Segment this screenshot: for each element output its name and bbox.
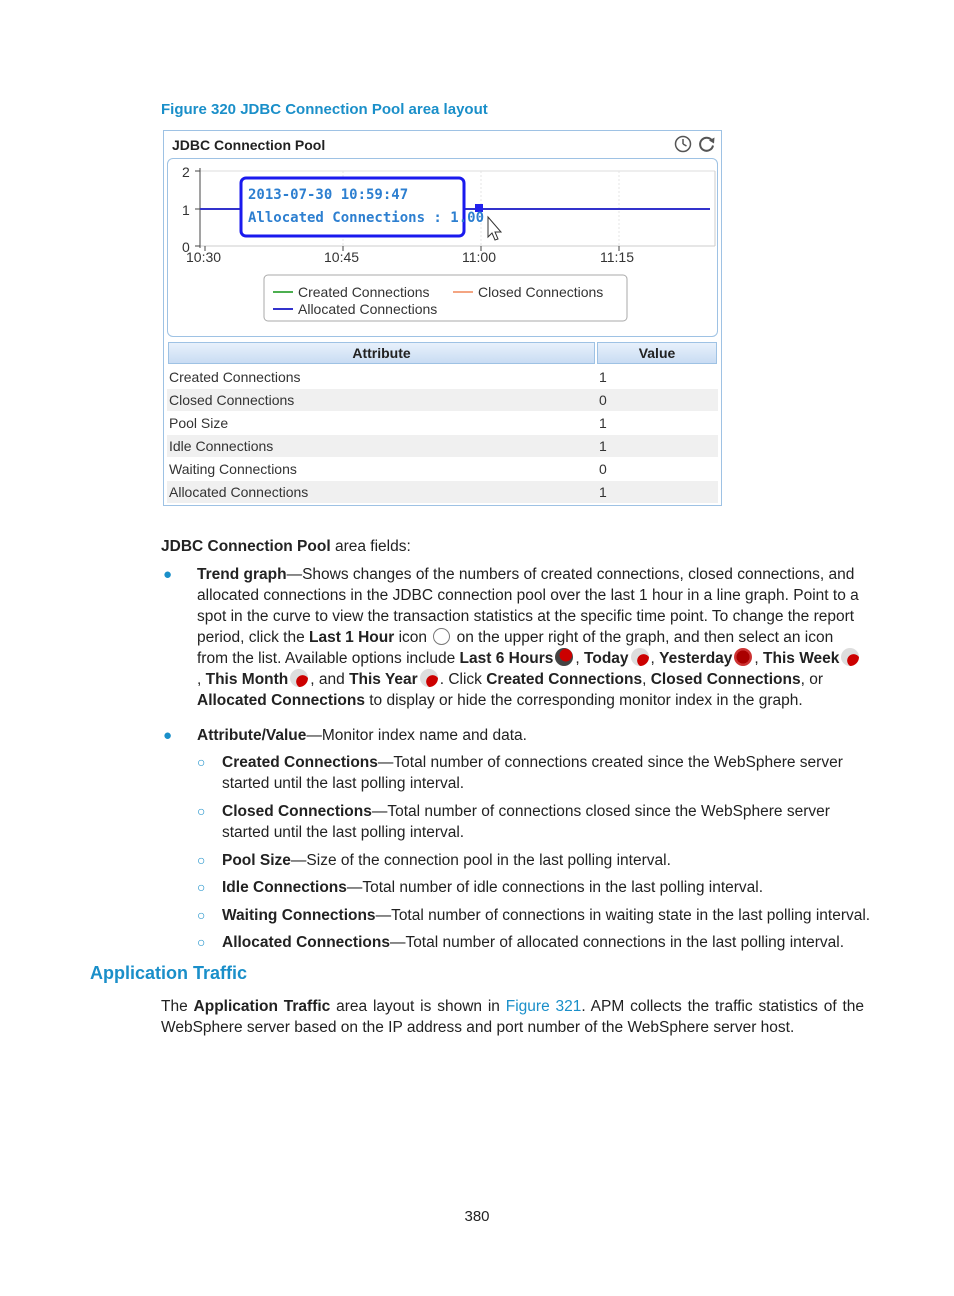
sub-bullet-icon: ○ xyxy=(197,803,206,819)
sub-item xyxy=(222,932,864,953)
fields-intro-bold: JDBC Connection Pool xyxy=(161,538,331,555)
p-mid: area layout is shown in xyxy=(330,998,506,1015)
sub-item-text: —Total number of connections created since the WebSphere server started until the last polling interval. xyxy=(222,754,843,792)
last-6-hours-icon xyxy=(555,648,573,666)
today-icon xyxy=(631,648,649,666)
yesterday-icon xyxy=(734,648,752,666)
row-value: 0 xyxy=(599,392,607,408)
legend-allocated-label: Allocated Connections xyxy=(298,301,438,317)
refresh-icon[interactable] xyxy=(698,135,716,153)
b1-thisweek: This Week xyxy=(763,650,840,667)
sub-item-text: —Total number of connections closed since the WebSphere server started until the last polling interval. xyxy=(222,803,830,841)
b1-bold: Trend graph xyxy=(197,566,287,583)
bullet-trend-graph: Trend graph—Shows changes of the numbers of created connections, closed connections, and allocated connections in the JDBC connection pool over the last 1 hour in a line graph. Point to a spot in the curve to view the transaction statistics at the specific time point. To change the report period, click the Last 1 Hour icon on the upper right of the graph, and then select an icon from the list. Available options include Last 6 Hours , Today , Yesterday , This Week, This Month , and This Year . Click Created Connections, Closed Connections, or Allocated Connections to display or hide the corresponding monitor index in the graph. xyxy=(197,566,859,709)
x-tick-label-0: 10:30 xyxy=(186,249,222,265)
b1-click: . Click xyxy=(439,671,487,688)
sub-bullet-icon: ○ xyxy=(197,934,206,950)
b1-yesterday: Yesterday xyxy=(659,650,733,667)
sub-bullet-icon: ○ xyxy=(197,907,206,923)
fields-intro xyxy=(161,536,411,557)
tooltip-time: 2013-07-30 10:59:47 xyxy=(248,187,409,203)
x-tick-label-3: 11:15 xyxy=(600,249,634,265)
sub-item xyxy=(222,801,864,843)
b1-text3: on the upper right of the graph, and then select an icon from the list. Available options include xyxy=(197,629,834,667)
row-value: 0 xyxy=(599,461,607,477)
this-month-icon xyxy=(290,669,308,687)
p-the: The xyxy=(161,998,194,1015)
b2-text: —Monitor index name and data. xyxy=(306,727,527,744)
sub-item-bold: Pool Size xyxy=(222,852,291,869)
sub-item-bold: Closed Connections xyxy=(222,803,372,820)
row-attribute: Waiting Connections xyxy=(169,461,297,477)
table-row xyxy=(167,458,718,480)
row-attribute: Idle Connections xyxy=(169,438,274,454)
this-week-icon xyxy=(841,648,859,666)
b1-created: Created Connections xyxy=(486,671,643,688)
table-row xyxy=(167,481,718,503)
sub-item-text: —Total number of allocated connections in the last polling interval. xyxy=(389,934,845,951)
row-value: 1 xyxy=(599,484,607,500)
tooltip-value: Allocated Connections : 1.00 xyxy=(248,210,485,226)
table-row xyxy=(167,435,718,457)
b1-last1hour: Last 1 Hour xyxy=(309,629,395,646)
y-tick-label-2: 2 xyxy=(182,164,190,180)
section-heading: Application Traffic xyxy=(90,963,248,983)
sub-bullet-icon: ○ xyxy=(197,754,206,770)
b1-and: , and xyxy=(310,671,350,688)
table-row xyxy=(167,366,718,388)
row-value: 1 xyxy=(599,369,607,385)
row-value: 1 xyxy=(599,438,607,454)
sub-item-bold: Idle Connections xyxy=(222,879,347,896)
x-tick-label-2: 11:00 xyxy=(462,249,496,265)
figure-321-link[interactable]: Figure 321 xyxy=(505,998,582,1015)
table-row xyxy=(167,412,718,434)
column-header-value[interactable]: Value xyxy=(597,342,717,364)
bullet-dot-icon: ● xyxy=(163,566,173,583)
this-year-icon xyxy=(420,669,438,687)
b1-last6: Last 6 Hours xyxy=(459,650,554,667)
sub-item xyxy=(222,850,864,871)
sub-item xyxy=(222,752,864,794)
sub-item xyxy=(222,905,872,926)
bullet-dot-icon: ● xyxy=(163,727,173,744)
y-tick-label-1: 1 xyxy=(182,202,190,218)
column-header-attribute[interactable]: Attribute xyxy=(168,342,595,364)
sub-item-text: —Total number of connections in waiting state in the last polling interval. xyxy=(375,907,871,924)
legend-closed-label: Closed Connections xyxy=(478,284,604,300)
b1-closed: Closed Connections xyxy=(650,671,801,688)
panel-title: JDBC Connection Pool xyxy=(172,137,326,153)
sub-item-text: —Size of the connection pool in the last polling interval. xyxy=(290,852,671,869)
b1-today: Today xyxy=(584,650,629,667)
last-1-hour-icon xyxy=(433,628,450,645)
figure-caption: Figure 320 JDBC Connection Pool area layout xyxy=(161,101,488,118)
b1-thismonth: This Month xyxy=(205,671,289,688)
clock-icon[interactable] xyxy=(674,135,692,153)
table-row xyxy=(167,389,718,411)
b1-allocated: Allocated Connections xyxy=(197,692,365,709)
sub-item-text: —Total number of idle connections in the last polling interval. xyxy=(346,879,764,896)
application-traffic-paragraph xyxy=(161,996,864,1038)
b1-or: , or xyxy=(800,671,823,688)
legend-allocated[interactable] xyxy=(273,301,437,317)
b1-text2: icon xyxy=(394,629,432,646)
fields-intro-rest: area fields: xyxy=(330,538,411,555)
b2-bold: Attribute/Value xyxy=(197,727,307,744)
legend-created-label: Created Connections xyxy=(298,284,430,300)
trend-graph[interactable] xyxy=(167,158,718,337)
row-attribute: Allocated Connections xyxy=(169,484,309,500)
row-attribute: Closed Connections xyxy=(169,392,295,408)
cursor-icon xyxy=(488,217,501,240)
sub-item-bold: Created Connections xyxy=(222,754,378,771)
b1-text1: —Shows changes of the numbers of created connections, closed connections, and allocated connections in the JDBC connection pool over the last 1 hour in a line graph. Point to a spot in the curve to view the transaction statistics at the specific time point. To change the report period, click the xyxy=(197,566,859,646)
row-value: 1 xyxy=(599,415,607,431)
row-attribute: Pool Size xyxy=(169,415,229,431)
sub-bullet-icon: ○ xyxy=(197,852,206,868)
y-tick-label-0: 0 xyxy=(182,239,190,255)
row-attribute: Created Connections xyxy=(169,369,301,385)
sub-bullet-icon: ○ xyxy=(197,879,206,895)
page-number: 380 xyxy=(464,1208,490,1225)
p-rest: . APM collects the traffic statistics of the WebSphere server based on the IP address and port number of the WebSphere server host. xyxy=(161,998,865,1036)
sub-item-bold: Allocated Connections xyxy=(222,934,390,951)
b1-thisyear: This Year xyxy=(349,671,418,688)
sub-item-bold: Waiting Connections xyxy=(222,907,376,924)
b1-end: to display or hide the corresponding monitor index in the graph. xyxy=(364,692,803,709)
p-bold: Application Traffic xyxy=(193,998,331,1015)
x-tick-label-1: 10:45 xyxy=(324,249,360,265)
bullet-attribute-value xyxy=(197,725,527,746)
sub-item xyxy=(222,877,864,898)
